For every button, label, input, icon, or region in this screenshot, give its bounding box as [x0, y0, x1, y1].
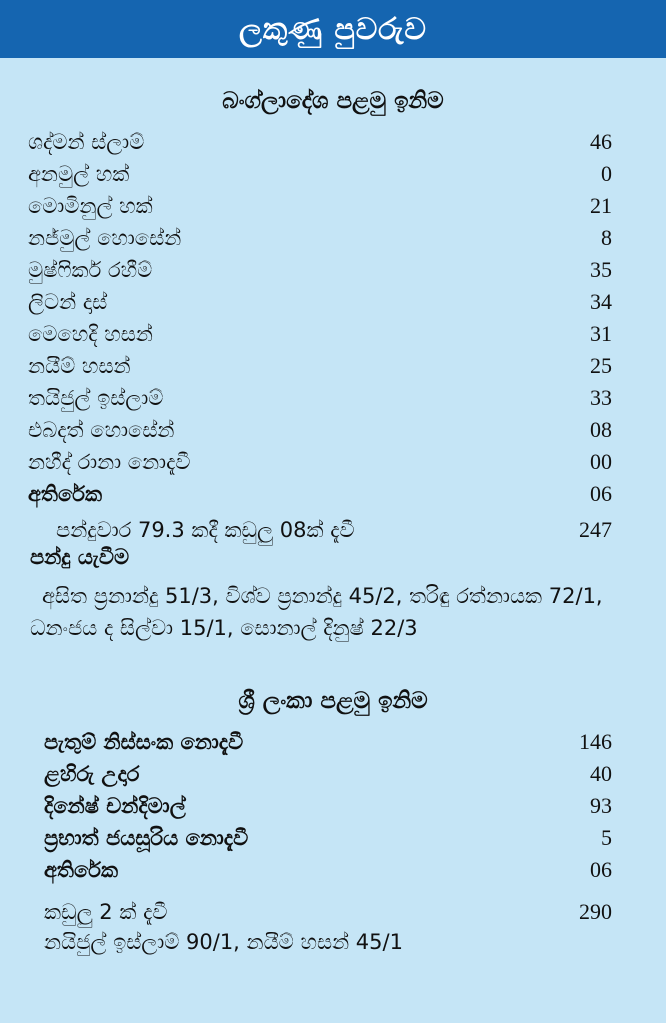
- batsman-name: මොමිනුල් හක්: [28, 193, 153, 218]
- batsman-runs: 06: [590, 481, 612, 506]
- batsman-runs: 31: [590, 321, 612, 346]
- batsman-runs: 06: [590, 857, 612, 882]
- bangladesh-batting-row: [28, 382, 612, 414]
- batsman-runs: 46: [590, 129, 612, 154]
- batsman-runs: 0: [601, 161, 612, 186]
- srilanka-batting-row: [44, 854, 612, 886]
- batsman-name: අතිරේක: [28, 481, 103, 506]
- batsman-name: ලිටන් දාස්: [28, 289, 108, 314]
- bangladesh-batting-row: [28, 286, 612, 318]
- srilanka-batting-row: [44, 822, 612, 854]
- batsman-runs: 21: [590, 193, 612, 218]
- banner-title: ලකුණු පුවරුව: [239, 11, 427, 47]
- bangladesh-batting-row: [28, 158, 612, 190]
- batsman-name: නයීම් හසන්: [28, 353, 131, 378]
- batsman-name: දිනේෂ් චන්දිමාල්: [44, 793, 186, 818]
- batsman-name: ප්‍රභාත් ජයසූරිය නොදැවී: [44, 825, 249, 850]
- bangladesh-total-label: පන්දුවාර 79.3 කදී කඩුලු 08ක් දැවී: [56, 517, 355, 542]
- scorecard-banner: [0, 0, 666, 58]
- bangladesh-batting-row: [28, 222, 612, 254]
- srilanka-batting-row: [44, 758, 612, 790]
- batsman-name: නහීද් රානා නොදැවී: [28, 449, 191, 474]
- batsman-runs: 146: [579, 729, 612, 754]
- batsman-runs: 93: [590, 793, 612, 818]
- batsman-runs: 35: [590, 257, 612, 282]
- bowling-heading: පන්දු යැවීම: [30, 545, 130, 569]
- bangladesh-total-value: 247: [579, 517, 612, 542]
- batsman-name: ළහිරු උදාර: [44, 761, 140, 786]
- batsman-name: පැතුම් නිස්සංක නොදැවී: [44, 729, 244, 754]
- bangladesh-bowling-figures: අසිත ප්‍රනාන්දු 51/3, විශ්ව ප්‍රනාන්දු 45/2, තරිඳු රත්නායක 72/1, ධනංජය ද සිල්වා 15/1, සොනාල් දිනුෂ් 22/3: [30, 584, 603, 640]
- bangladesh-batting-row: [28, 478, 612, 510]
- batsman-name: මෙහෙදි හසන්: [28, 321, 153, 346]
- batsman-runs: 00: [590, 449, 612, 474]
- srilanka-batting-row: [44, 726, 612, 758]
- batsman-name: අනමුල් හක්: [28, 161, 130, 186]
- batsman-runs: 8: [601, 225, 612, 250]
- batsman-name: මුෂ්ෆිකර් රහීම්: [28, 257, 153, 282]
- bangladesh-batting-row: [28, 126, 612, 158]
- batsman-name: එබදත් හොසේන්: [28, 417, 175, 442]
- batsman-name: අතිරේක: [44, 857, 119, 882]
- srilanka-bowling-figures: නයිජුල් ඉස්ලාම් 90/1, නයීම් හසන් 45/1: [44, 930, 403, 954]
- bangladesh-batting-row: [28, 190, 612, 222]
- srilanka-total-label: කඩුලු 2 ක් දැවී: [44, 899, 168, 924]
- batsman-runs: 08: [590, 417, 612, 442]
- bangladesh-batting-row: [28, 318, 612, 350]
- batsman-runs: 5: [601, 825, 612, 850]
- batsman-runs: 25: [590, 353, 612, 378]
- srilanka-batting-row: [44, 790, 612, 822]
- batsman-runs: 34: [590, 289, 612, 314]
- batsman-name: තයිජුල් ඉස්ලාම්: [28, 385, 164, 410]
- bangladesh-batting-row: [28, 254, 612, 286]
- bangladesh-batting-row: [28, 350, 612, 382]
- bangladesh-total-row: [56, 514, 612, 546]
- bangladesh-batting-row: [28, 414, 612, 446]
- batsman-runs: 33: [590, 385, 612, 410]
- bangladesh-batting-row: [28, 446, 612, 478]
- srilanka-total-value: 290: [579, 899, 612, 924]
- batsman-runs: 40: [590, 761, 612, 786]
- srilanka-total-row: [44, 896, 612, 928]
- batsman-name: ශද්මන් ස්ලාම්: [28, 129, 145, 154]
- srilanka-innings-heading: ශ්‍රී ලංකා පළමු ඉනිම: [238, 688, 428, 714]
- bangladesh-innings-heading: බංග්ලාදේශ පළමු ඉනිම: [222, 88, 444, 114]
- batsman-name: නජ්මුල් හොසේන්: [28, 225, 182, 250]
